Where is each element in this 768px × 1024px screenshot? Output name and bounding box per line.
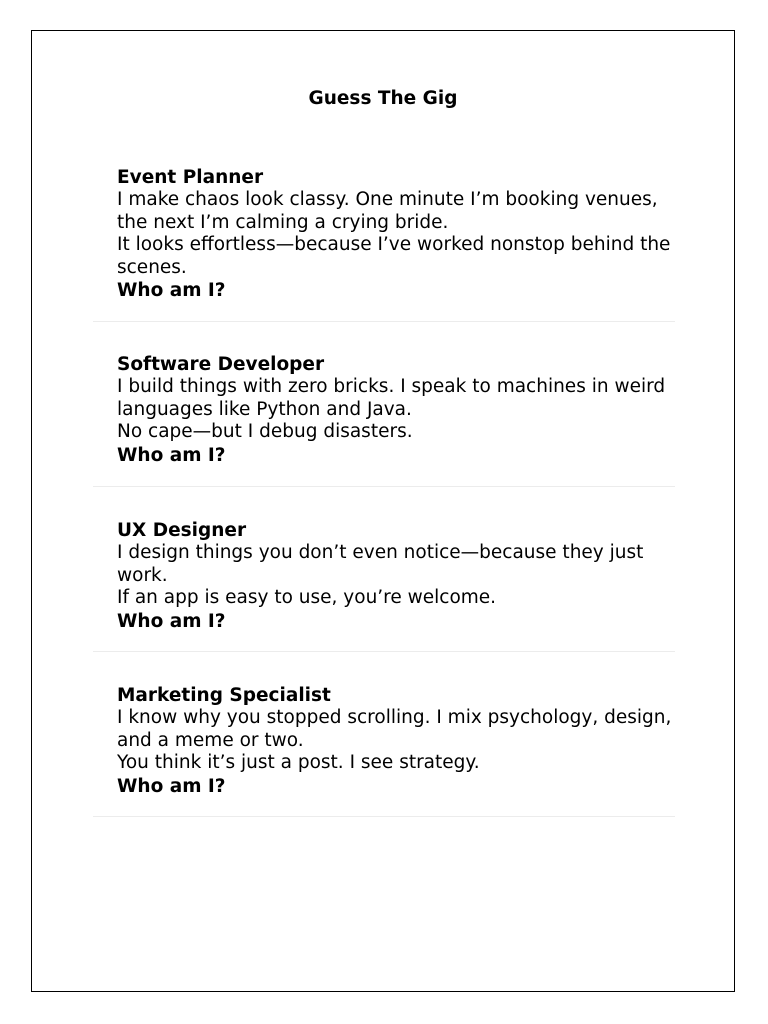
entry-description-line: I make chaos look classy. One minute I’m booking venues, the next I’m calming a crying bride. — [117, 189, 658, 233]
entry-question: Who am I? — [117, 280, 226, 301]
entry-description-line: You think it’s just a post. I see strategy. — [117, 752, 480, 773]
entry-description-line: If an app is easy to use, you’re welcome. — [117, 587, 497, 608]
entry-question: Who am I? — [117, 610, 226, 632]
entry-description-line: I build things with zero bricks. I speak to machines in weird languages like Python and Java. — [117, 376, 666, 420]
gig-entry-ux-designer — [93, 519, 675, 652]
document-title: Guess The Gig — [308, 88, 458, 109]
entry-title: Event Planner — [117, 167, 264, 188]
gig-entry-event-planner — [93, 166, 675, 322]
entry-description-line: No cape—but I debug disasters. — [117, 421, 413, 442]
entry-title: Marketing Specialist — [117, 685, 331, 706]
entry-question: Who am I? — [117, 775, 226, 797]
gig-entry-software-developer — [93, 353, 675, 487]
entry-description-line: It looks effortless—because I’ve worked nonstop behind the scenes. — [117, 234, 671, 278]
entry-description-line: I design things you don’t even notice—because they just work. — [117, 542, 644, 586]
gig-entry-marketing-specialist — [93, 684, 675, 817]
entry-title: Software Developer — [117, 354, 325, 375]
document-page — [31, 30, 735, 992]
entry-title: UX Designer — [117, 520, 247, 541]
entry-question: Who am I? — [117, 444, 226, 466]
entry-description-line: I know why you stopped scrolling. I mix psychology, design, and a meme or two. — [117, 707, 672, 751]
